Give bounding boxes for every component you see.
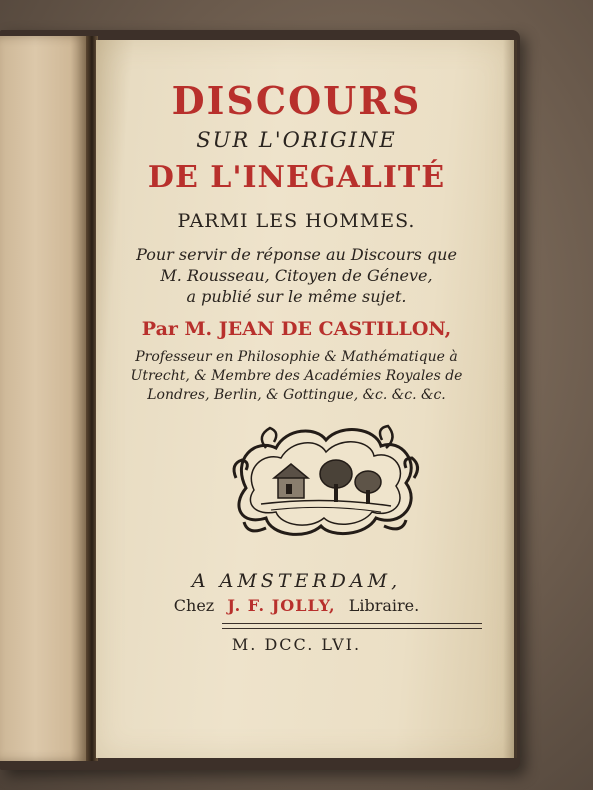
woodcut-vignette-icon xyxy=(226,418,426,542)
publisher-name: J. F. JOLLY, xyxy=(227,596,336,615)
subtitle-line-1: Pour servir de réponse au Discours que xyxy=(136,245,457,264)
author-line: Par M. JEAN DE CASTILLON, xyxy=(141,318,452,340)
title-inegalite: DE L'INEGALITÉ xyxy=(147,160,446,195)
title-parmi-hommes: PARMI LES HOMMES. xyxy=(177,210,416,232)
imprint-suffix: Libraire. xyxy=(348,596,420,615)
subtitle-line-3: a publié sur le même sujet. xyxy=(186,287,407,306)
title-sur-origine: SUR L'ORIGINE xyxy=(196,128,397,152)
credentials-line-1: Professeur en Philosophie & Mathématique à xyxy=(135,349,458,365)
double-rule-top xyxy=(222,623,482,624)
credentials-line-2: Utrecht, & Membre des Académies Royales de xyxy=(130,368,463,384)
double-rule-bottom xyxy=(222,628,482,629)
subtitle-line-2: M. Rousseau, Citoyen de Géneve, xyxy=(160,266,433,285)
place-of-publication: A AMSTERDAM, xyxy=(191,570,402,592)
credentials-line-3: Londres, Berlin, & Gottingue, &c. &c. &c. xyxy=(147,387,446,403)
imprint-prefix: Chez xyxy=(173,596,215,615)
imprint-line xyxy=(0,596,593,615)
title-discours: DISCOURS xyxy=(171,78,422,123)
publication-date: M. DCC. LVI. xyxy=(231,635,362,654)
